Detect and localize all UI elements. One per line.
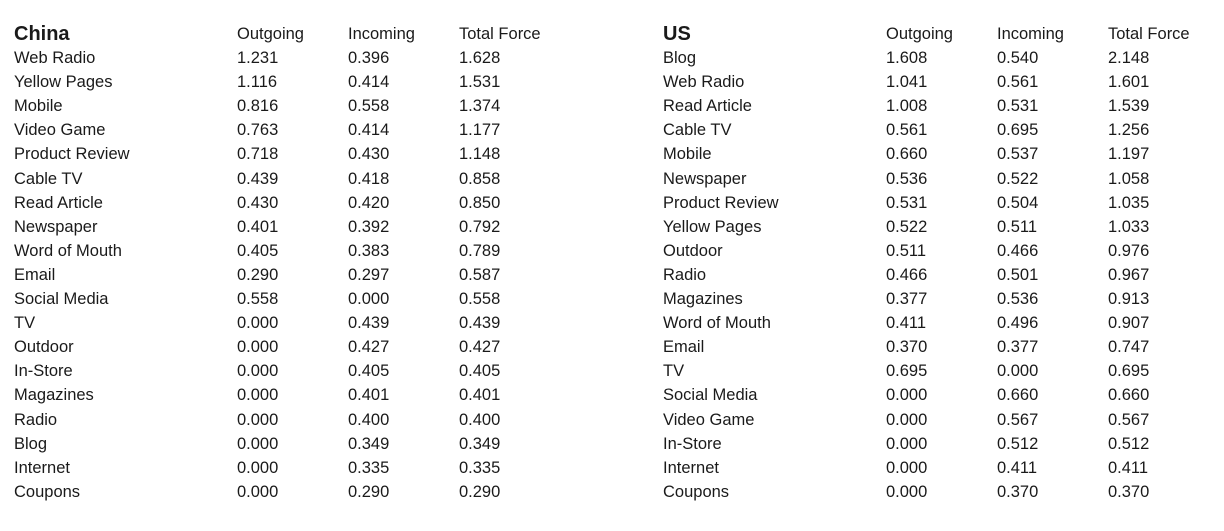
table-row: [663, 263, 1218, 287]
header-row: [663, 22, 1218, 46]
outgoing-value: 0.000: [886, 458, 928, 477]
total-force-value: 0.567: [1108, 410, 1150, 429]
channel-name: Radio: [14, 410, 58, 429]
table-row: [14, 432, 579, 456]
outgoing-value: 0.290: [237, 265, 279, 284]
table-row: [14, 335, 579, 359]
total-force-value: 0.695: [1108, 362, 1150, 381]
total-force-value: 0.967: [1108, 265, 1150, 284]
total-force-value: 1.148: [459, 145, 501, 164]
table-row: [663, 287, 1218, 311]
incoming-value: 0.536: [997, 290, 1039, 309]
table-row: [14, 383, 579, 407]
table-row: [14, 480, 579, 504]
outgoing-value: 0.000: [237, 314, 279, 333]
outgoing-value: 0.000: [886, 410, 928, 429]
outgoing-value: 0.718: [237, 145, 279, 164]
column-header-incoming: Incoming: [997, 25, 1064, 43]
incoming-value: 0.418: [348, 169, 390, 188]
incoming-value: 0.405: [348, 362, 390, 381]
column-header-incoming: Incoming: [348, 25, 415, 43]
incoming-value: 0.000: [997, 362, 1039, 381]
incoming-value: 0.370: [997, 482, 1039, 501]
table-row: [663, 239, 1218, 263]
outgoing-value: 0.660: [886, 145, 928, 164]
table-row: [663, 46, 1218, 70]
channel-name: Cable TV: [14, 169, 83, 188]
total-force-value: 0.349: [459, 434, 501, 453]
total-force-value: 0.792: [459, 217, 501, 236]
channel-name: Web Radio: [14, 49, 96, 68]
incoming-value: 0.561: [997, 73, 1039, 92]
channel-name: Outdoor: [14, 338, 74, 357]
total-force-value: 0.370: [1108, 482, 1150, 501]
incoming-value: 0.695: [997, 121, 1039, 140]
incoming-value: 0.537: [997, 145, 1039, 164]
incoming-value: 0.383: [348, 241, 390, 260]
outgoing-value: 0.000: [237, 482, 279, 501]
china-table: [14, 22, 579, 504]
total-force-value: 0.439: [459, 314, 501, 333]
table-row: [14, 287, 579, 311]
incoming-value: 0.349: [348, 434, 390, 453]
incoming-value: 0.000: [348, 290, 390, 309]
incoming-value: 0.501: [997, 265, 1039, 284]
incoming-value: 0.511: [997, 217, 1038, 236]
incoming-value: 0.567: [997, 410, 1039, 429]
total-force-value: 0.411: [1108, 458, 1149, 477]
outgoing-value: 0.536: [886, 169, 928, 188]
channel-name: Social Media: [663, 386, 758, 405]
channel-name: TV: [663, 362, 685, 381]
table-row: [14, 142, 579, 166]
incoming-value: 0.297: [348, 265, 390, 284]
channel-name: In-Store: [663, 434, 722, 453]
channel-name: Email: [663, 338, 705, 357]
table-row: [14, 239, 579, 263]
total-force-value: 1.539: [1108, 97, 1150, 116]
total-force-value: 0.400: [459, 410, 501, 429]
table-row: [663, 191, 1218, 215]
incoming-value: 0.540: [997, 49, 1039, 68]
table-row: [663, 408, 1218, 432]
channel-name: Video Game: [14, 121, 106, 140]
outgoing-value: 0.561: [886, 121, 928, 140]
incoming-value: 0.414: [348, 121, 390, 140]
total-force-value: 1.177: [459, 121, 501, 140]
channel-name: Blog: [14, 434, 48, 453]
outgoing-value: 0.816: [237, 97, 279, 116]
total-force-value: 0.427: [459, 338, 501, 357]
column-header-outgoing: Outgoing: [237, 25, 304, 43]
total-force-value: 1.374: [459, 97, 501, 116]
table-row: [663, 480, 1218, 504]
channel-name: Outdoor: [663, 241, 723, 260]
table-row: [14, 215, 579, 239]
outgoing-value: 1.231: [237, 49, 279, 68]
channel-name: Radio: [663, 265, 707, 284]
channel-name: Social Media: [14, 290, 109, 309]
total-force-value: 0.850: [459, 193, 501, 212]
outgoing-value: 0.411: [886, 314, 927, 333]
total-force-value: 0.858: [459, 169, 501, 188]
incoming-value: 0.660: [997, 386, 1039, 405]
channel-name: In-Store: [14, 362, 73, 381]
outgoing-value: 1.116: [237, 73, 278, 92]
channel-name: TV: [14, 314, 36, 333]
total-force-value: 0.907: [1108, 314, 1150, 333]
channel-name: Magazines: [663, 290, 743, 309]
outgoing-value: 0.000: [886, 386, 928, 405]
total-force-value: 0.747: [1108, 338, 1150, 357]
table-row: [663, 167, 1218, 191]
channel-name: Coupons: [663, 482, 730, 501]
total-force-value: 0.587: [459, 265, 501, 284]
outgoing-value: 0.695: [886, 362, 928, 381]
table-row: [663, 335, 1218, 359]
table-row: [14, 311, 579, 335]
outgoing-value: 1.041: [886, 73, 928, 92]
column-header-total-force: Total Force: [459, 25, 541, 43]
channel-name: Internet: [663, 458, 719, 477]
channel-name: Video Game: [663, 410, 755, 429]
incoming-value: 0.396: [348, 49, 390, 68]
total-force-value: 0.558: [459, 290, 501, 309]
total-force-value: 0.660: [1108, 386, 1150, 405]
table-row: [14, 456, 579, 480]
outgoing-value: 0.000: [237, 386, 279, 405]
incoming-value: 0.504: [997, 193, 1039, 212]
channel-name: Newspaper: [14, 217, 98, 236]
total-force-value: 0.335: [459, 458, 501, 477]
column-header-total-force: Total Force: [1108, 25, 1190, 43]
table-row: [663, 359, 1218, 383]
total-force-value: 2.148: [1108, 49, 1150, 68]
total-force-value: 1.601: [1108, 73, 1150, 92]
incoming-value: 0.496: [997, 314, 1039, 333]
channel-name: Word of Mouth: [663, 314, 771, 333]
channel-name: Read Article: [663, 97, 752, 116]
outgoing-value: 0.000: [237, 458, 279, 477]
table-row: [663, 456, 1218, 480]
us-table: [663, 22, 1218, 504]
channel-name: Internet: [14, 458, 70, 477]
total-force-value: 0.789: [459, 241, 501, 260]
table-row: [14, 46, 579, 70]
table-row: [663, 94, 1218, 118]
channel-name: Yellow Pages: [663, 217, 762, 236]
channel-name: Product Review: [663, 193, 779, 212]
total-force-value: 1.197: [1108, 145, 1150, 164]
incoming-value: 0.430: [348, 145, 390, 164]
total-force-value: 1.058: [1108, 169, 1150, 188]
table-row: [14, 167, 579, 191]
table-row: [663, 383, 1218, 407]
incoming-value: 0.400: [348, 410, 390, 429]
outgoing-value: 0.000: [237, 410, 279, 429]
outgoing-value: 0.000: [237, 362, 279, 381]
channel-name: Blog: [663, 49, 697, 68]
column-header-outgoing: Outgoing: [886, 25, 953, 43]
table-row: [14, 118, 579, 142]
table-row: [14, 263, 579, 287]
incoming-value: 0.377: [997, 338, 1039, 357]
outgoing-value: 0.000: [237, 434, 279, 453]
channel-name: Magazines: [14, 386, 94, 405]
channel-name: Mobile: [14, 97, 63, 116]
outgoing-value: 0.370: [886, 338, 928, 357]
total-force-value: 1.256: [1108, 121, 1150, 140]
table-row: [663, 70, 1218, 94]
table-body: [663, 46, 1218, 504]
incoming-value: 0.466: [997, 241, 1039, 260]
table-row: [663, 142, 1218, 166]
outgoing-value: 0.558: [237, 290, 279, 309]
incoming-value: 0.401: [348, 386, 390, 405]
country-title: China: [14, 23, 70, 45]
channel-name: Cable TV: [663, 121, 732, 140]
outgoing-value: 0.405: [237, 241, 279, 260]
table-row: [14, 94, 579, 118]
table-row: [14, 191, 579, 215]
incoming-value: 0.522: [997, 169, 1039, 188]
outgoing-value: 0.439: [237, 169, 279, 188]
table-row: [14, 408, 579, 432]
total-force-value: 0.913: [1108, 290, 1150, 309]
outgoing-value: 0.401: [237, 217, 279, 236]
table-body: [14, 46, 579, 504]
total-force-value: 0.401: [459, 386, 501, 405]
outgoing-value: 0.522: [886, 217, 928, 236]
outgoing-value: 1.608: [886, 49, 928, 68]
channel-name: Newspaper: [663, 169, 747, 188]
incoming-value: 0.531: [997, 97, 1039, 116]
incoming-value: 0.411: [997, 458, 1038, 477]
outgoing-value: 0.531: [886, 193, 928, 212]
incoming-value: 0.420: [348, 193, 390, 212]
outgoing-value: 1.008: [886, 97, 928, 116]
total-force-value: 0.405: [459, 362, 501, 381]
channel-name: Mobile: [663, 145, 712, 164]
total-force-value: 1.531: [459, 73, 501, 92]
incoming-value: 0.335: [348, 458, 390, 477]
incoming-value: 0.439: [348, 314, 390, 333]
channel-name: Product Review: [14, 145, 130, 164]
outgoing-value: 0.000: [886, 434, 928, 453]
table-row: [14, 70, 579, 94]
total-force-value: 1.628: [459, 49, 501, 68]
total-force-value: 1.033: [1108, 217, 1150, 236]
country-title: US: [663, 23, 691, 45]
incoming-value: 0.414: [348, 73, 390, 92]
outgoing-value: 0.466: [886, 265, 928, 284]
incoming-value: 0.512: [997, 434, 1039, 453]
total-force-value: 0.976: [1108, 241, 1150, 260]
channel-name: Coupons: [14, 482, 81, 501]
outgoing-value: 0.763: [237, 121, 279, 140]
channel-name: Read Article: [14, 193, 103, 212]
incoming-value: 0.558: [348, 97, 390, 116]
incoming-value: 0.427: [348, 338, 390, 357]
table-row: [663, 311, 1218, 335]
channel-name: Yellow Pages: [14, 73, 113, 92]
incoming-value: 0.392: [348, 217, 390, 236]
header-row: [14, 22, 579, 46]
outgoing-value: 0.000: [237, 338, 279, 357]
table-row: [14, 359, 579, 383]
outgoing-value: 0.377: [886, 290, 928, 309]
outgoing-value: 0.000: [886, 482, 928, 501]
channel-name: Web Radio: [663, 73, 745, 92]
total-force-value: 0.290: [459, 482, 501, 501]
table-row: [663, 118, 1218, 142]
table-row: [663, 432, 1218, 456]
total-force-value: 1.035: [1108, 193, 1150, 212]
outgoing-value: 0.430: [237, 193, 279, 212]
total-force-value: 0.512: [1108, 434, 1150, 453]
outgoing-value: 0.511: [886, 241, 927, 260]
incoming-value: 0.290: [348, 482, 390, 501]
channel-name: Email: [14, 265, 56, 284]
channel-name: Word of Mouth: [14, 241, 122, 260]
table-row: [663, 215, 1218, 239]
